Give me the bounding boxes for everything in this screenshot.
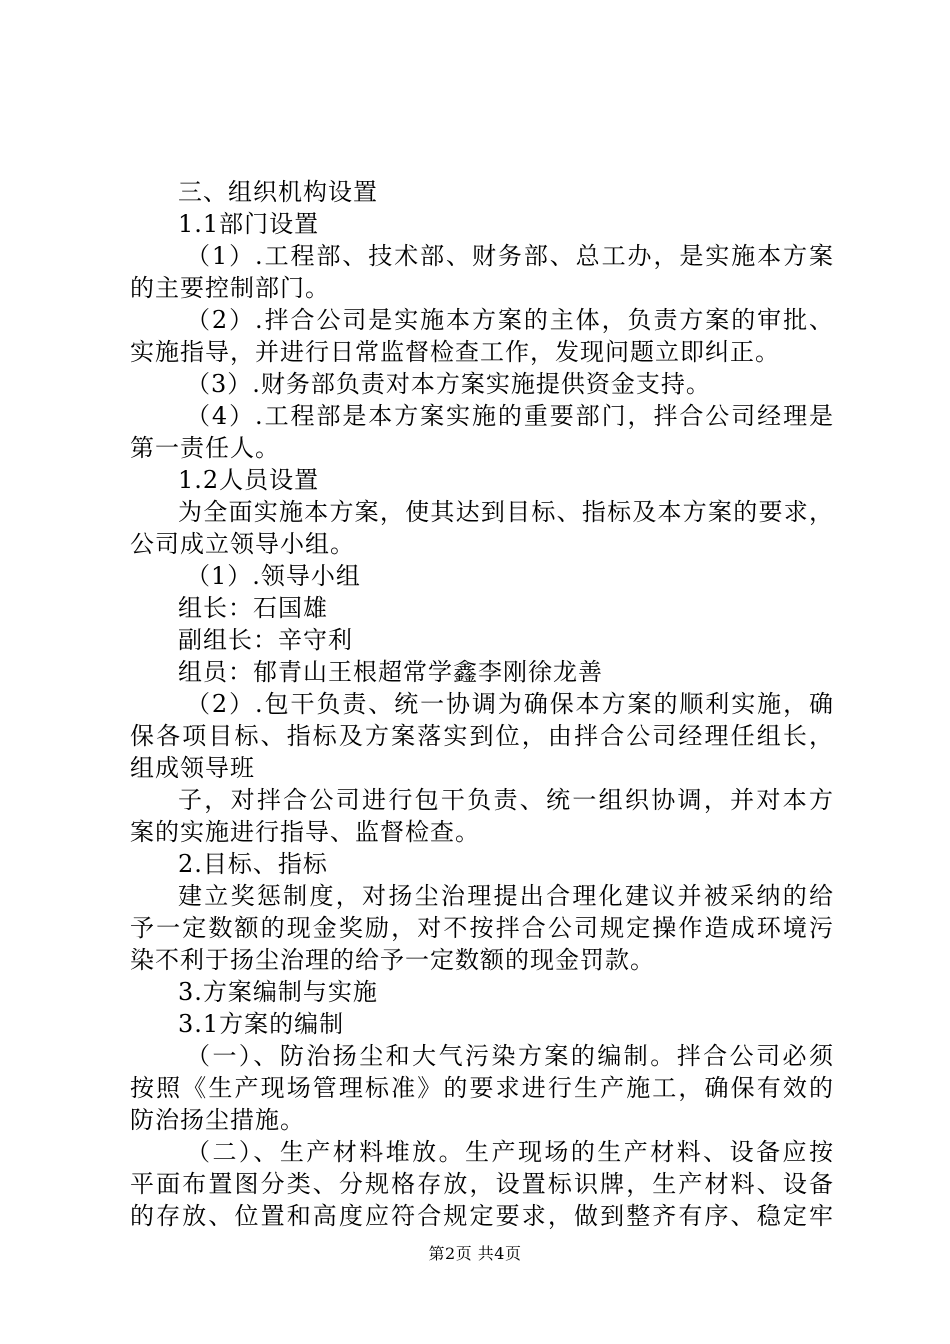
paragraph-line: 组成领导班 [130,754,255,782]
section-heading: 三、组织机构设置 [178,178,378,206]
paragraph-line: 组长：石国雄 [178,594,328,622]
paragraph-line: 子，对拌合公司进行包干负责、统一组织协调，并对本方 [178,786,834,814]
paragraph-line: 案的实施进行指导、监督检查。 [130,818,480,846]
paragraph-line: 染不利于扬尘治理的给予一定数额的现金罚款。 [130,946,655,974]
section-heading: 2.目标、指标 [178,850,328,878]
paragraph-line: （2）.包干负责、统一协调为确保本方案的顺利实施，确 [186,690,834,718]
paragraph-line: （1）.领导小组 [186,562,361,590]
paragraph-line: 平面布置图分类、分规格存放，设置标识牌，生产材料、设备 [130,1170,834,1198]
page-indicator: 第2页 共4页 [428,1244,522,1263]
paragraph-line: 公司成立领导小组。 [130,530,355,558]
subsection-heading: 3.1方案的编制 [178,1010,345,1038]
paragraph-line: 防治扬尘措施。 [130,1106,305,1134]
paragraph-line: 建立奖惩制度，对扬尘治理提出合理化建议并被采纳的给 [178,882,834,910]
paragraph-line: （3）.财务部负责对本方案实施提供资金支持。 [186,370,711,398]
paragraph-line: 实施指导，并进行日常监督检查工作，发现问题立即纠正。 [130,338,780,366]
paragraph-line: 的主要控制部门。 [130,274,330,302]
subsection-heading: 1.2人员设置 [178,466,320,494]
page-footer [0,1244,950,1264]
paragraph-line: 的存放、位置和高度应符合规定要求，做到整齐有序、稳定牢 [130,1202,834,1230]
paragraph-line: 第一责任人。 [130,434,280,462]
paragraph-line: （一）、防治扬尘和大气污染方案的编制。拌合公司必须 [186,1042,834,1070]
paragraph-line: 按照《生产现场管理标准》的要求进行生产施工，确保有效的 [130,1074,834,1102]
subsection-heading: 1.1部门设置 [178,210,320,238]
paragraph-line: 副组长：辛守利 [178,626,353,654]
section-heading: 3.方案编制与实施 [178,978,378,1006]
paragraph-line: （二）、生产材料堆放。生产现场的生产材料、设备应按 [186,1138,834,1166]
paragraph-line: 保各项目标、指标及方案落实到位，由拌合公司经理任组长， [130,722,834,750]
document-body [130,176,834,1232]
paragraph-line: （4）.工程部是本方案实施的重要部门，拌合公司经理是 [186,402,834,430]
paragraph-line: 组员：郁青山王根超常学鑫李刚徐龙善 [178,658,603,686]
paragraph-line: 予一定数额的现金奖励，对不按拌合公司规定操作造成环境污 [130,914,834,942]
paragraph-line: （2）.拌合公司是实施本方案的主体，负责方案的审批、 [186,306,834,334]
paragraph-line: （1）.工程部、技术部、财务部、总工办，是实施本方案 [186,242,834,270]
paragraph-line: 为全面实施本方案，使其达到目标、指标及本方案的要求， [178,498,834,526]
